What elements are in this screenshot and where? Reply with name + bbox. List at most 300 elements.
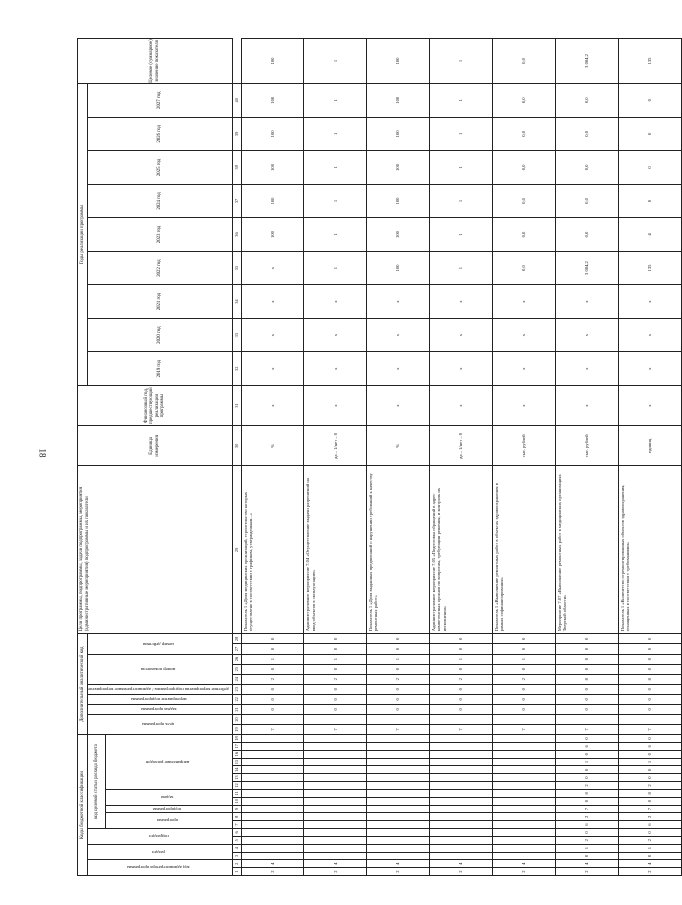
- code-cell: [241, 789, 304, 797]
- year-value-cell: 0: [618, 184, 681, 218]
- header-year-2021: 2021 год: [88, 285, 233, 319]
- header-razdel: раздел: [152, 849, 165, 855]
- code-cell: [304, 789, 367, 797]
- year-value-cell: 0,0: [492, 83, 555, 117]
- code-cell: 0: [241, 704, 304, 714]
- header-years-group: Годы реализации программы: [78, 83, 88, 385]
- code-cell: 6: [555, 821, 618, 829]
- header-year-2019: 2019 год: [88, 352, 233, 386]
- year-value-cell: 100: [367, 83, 430, 117]
- column-number: 10: [232, 797, 241, 805]
- code-cell: 1: [555, 844, 618, 852]
- code-cell: [430, 836, 493, 844]
- code-cell: [241, 821, 304, 829]
- header-task: задача: [161, 794, 174, 800]
- year-value-cell: х: [304, 318, 367, 352]
- year-value-cell: 1: [430, 218, 493, 252]
- table-body: [241, 39, 681, 876]
- column-number-row: [232, 39, 241, 876]
- column-number: 33: [232, 318, 241, 352]
- description-cell: Показатель 1 «Доля выданных предписаний о нарушении требований к качеству ремонтных работ»: [367, 466, 430, 634]
- code-cell: 4: [304, 860, 367, 868]
- description-cell: Показатель 1 «Количество отремонтированных объектов здравоохранения, оснащенных в соответствии с требованиями»: [618, 466, 681, 634]
- page-number: 18: [37, 448, 48, 458]
- code-cell: [304, 836, 367, 844]
- code-cell: 2: [618, 868, 681, 876]
- column-number: 29: [232, 466, 241, 634]
- code-cell: 2: [367, 868, 430, 876]
- code-cell: [430, 758, 493, 766]
- code-cell: 0: [555, 750, 618, 758]
- code-cell: [367, 844, 430, 852]
- column-number: 23: [232, 684, 241, 694]
- code-cell: [304, 813, 367, 821]
- code-cell: 7: [241, 724, 304, 734]
- code-cell: 8: [555, 789, 618, 797]
- code-cell: 0: [430, 684, 493, 694]
- code-cell: [241, 805, 304, 813]
- code-cell: [367, 782, 430, 790]
- code-cell: 0: [367, 634, 430, 644]
- code-cell: 0: [618, 766, 681, 774]
- code-cell: 0: [555, 644, 618, 654]
- column-number: 26: [232, 654, 241, 664]
- code-cell: 2: [555, 868, 618, 876]
- fin-year-cell: х: [304, 385, 367, 425]
- header-subprogram: подпрограмма: [153, 806, 182, 812]
- column-number: 5: [232, 836, 241, 844]
- code-cell: 0: [241, 684, 304, 694]
- year-value-cell: 1: [304, 184, 367, 218]
- header-podrazdel: подраздел: [148, 834, 169, 839]
- column-number: 8: [232, 813, 241, 821]
- code-cell: 2: [555, 813, 618, 821]
- code-cell: [304, 750, 367, 758]
- column-number: 38: [232, 151, 241, 185]
- description-cell: Административное мероприятие 7.04 «Осуществление выдачи разрешений на ввод объектов в эксплуатацию»: [304, 466, 367, 634]
- code-cell: [367, 852, 430, 860]
- column-number: 32: [232, 352, 241, 386]
- column-number: 19: [232, 724, 241, 734]
- code-cell: [304, 735, 367, 743]
- column-number: 13: [232, 774, 241, 782]
- table-row: [241, 39, 304, 876]
- code-cell: 1: [618, 758, 681, 766]
- code-cell: [430, 742, 493, 750]
- column-number: 28: [232, 634, 241, 644]
- header-year-2022: 2022 год: [88, 251, 233, 285]
- code-cell: 0: [367, 644, 430, 654]
- code-cell: 2: [430, 674, 493, 684]
- rotated-page: [77, 38, 652, 876]
- code-cell: [618, 714, 681, 724]
- code-cell: [241, 813, 304, 821]
- fin-year-cell: х: [430, 385, 493, 425]
- code-cell: 0: [555, 684, 618, 694]
- year-value-cell: х: [492, 352, 555, 386]
- code-cell: 0: [555, 852, 618, 860]
- year-value-cell: 0,0: [555, 218, 618, 252]
- year-value-cell: х: [555, 285, 618, 319]
- header-meropriyatie: мероприятие подпрограммы: [130, 696, 187, 702]
- code-cell: [367, 742, 430, 750]
- year-value-cell: х: [492, 285, 555, 319]
- year-value-cell: х: [430, 285, 493, 319]
- code-cell: 0: [618, 664, 681, 674]
- code-cell: 4: [241, 860, 304, 868]
- code-cell: 0: [430, 694, 493, 704]
- code-cell: 0: [555, 654, 618, 664]
- unit-cell: единиц: [618, 426, 681, 466]
- column-number: 7: [232, 821, 241, 829]
- code-cell: [241, 774, 304, 782]
- year-value-cell: 3 084,2: [555, 251, 618, 285]
- column-number: 27: [232, 644, 241, 654]
- code-cell: [241, 766, 304, 774]
- header-unit: Единица измерения: [78, 426, 233, 466]
- fin-year-cell: х: [492, 385, 555, 425]
- column-number: 12: [232, 782, 241, 790]
- year-value-cell: 100: [241, 218, 304, 252]
- code-cell: [430, 852, 493, 860]
- code-cell: [492, 766, 555, 774]
- unit-cell: тыс. рублей: [492, 426, 555, 466]
- code-cell: [492, 750, 555, 758]
- code-cell: 4: [618, 860, 681, 868]
- year-value-cell: х: [618, 352, 681, 386]
- code-cell: 4: [430, 860, 493, 868]
- code-cell: 0: [618, 654, 681, 664]
- code-cell: [241, 714, 304, 724]
- code-cell: 0: [618, 694, 681, 704]
- year-value-cell: 100: [241, 184, 304, 218]
- code-cell: [241, 852, 304, 860]
- code-cell: 0: [430, 634, 493, 644]
- code-cell: 0: [492, 694, 555, 704]
- code-cell: 0: [241, 634, 304, 644]
- code-cell: 8: [618, 674, 681, 684]
- code-cell: 2: [555, 836, 618, 844]
- code-cell: [430, 813, 493, 821]
- table-row: [555, 39, 618, 876]
- code-cell: 0: [304, 664, 367, 674]
- code-cell: 0: [492, 634, 555, 644]
- code-cell: [430, 714, 493, 724]
- code-cell: [492, 797, 555, 805]
- year-value-cell: 0: [618, 117, 681, 151]
- column-number: 20: [232, 714, 241, 724]
- code-cell: 1: [304, 654, 367, 664]
- code-cell: 4: [555, 860, 618, 868]
- year-value-cell: 0,0: [492, 151, 555, 185]
- column-number: 37: [232, 184, 241, 218]
- code-cell: [304, 805, 367, 813]
- code-cell: [367, 750, 430, 758]
- column-number: 39: [232, 117, 241, 151]
- year-value-cell: 100: [367, 184, 430, 218]
- code-cell: [492, 735, 555, 743]
- code-cell: [241, 797, 304, 805]
- year-value-cell: 0,0: [555, 151, 618, 185]
- code-cell: 0: [618, 704, 681, 714]
- code-cell: [492, 789, 555, 797]
- code-cell: [430, 844, 493, 852]
- code-cell: 0: [555, 694, 618, 704]
- column-number: 34: [232, 285, 241, 319]
- code-cell: 2: [618, 813, 681, 821]
- year-value-cell: 0,0: [492, 117, 555, 151]
- code-cell: [430, 789, 493, 797]
- code-cell: [241, 758, 304, 766]
- year-value-cell: 1: [430, 83, 493, 117]
- year-value-cell: х: [555, 318, 618, 352]
- header-nomer-deystviya: номер действия: [143, 641, 174, 647]
- target-value-cell: 100: [367, 39, 430, 84]
- unit-cell: да – 1/нет – 0: [430, 426, 493, 466]
- column-number: 14: [232, 766, 241, 774]
- description-cell: Показатель 1 «Доля медицинских организаций, строительство которых осуществлено в соответствии с графиком, утвержденным...»: [241, 466, 304, 634]
- year-value-cell: х: [618, 318, 681, 352]
- code-cell: 0: [241, 694, 304, 704]
- year-value-cell: х: [555, 352, 618, 386]
- code-cell: [367, 789, 430, 797]
- year-value-cell: 1: [430, 184, 493, 218]
- year-value-cell: х: [618, 285, 681, 319]
- year-value-cell: 100: [367, 117, 430, 151]
- code-cell: 1: [241, 654, 304, 664]
- year-value-cell: 100: [241, 151, 304, 185]
- header-fin-year: Финансовый год, предшествующий реализации программы: [78, 385, 233, 425]
- code-cell: [367, 805, 430, 813]
- code-cell: 1: [555, 758, 618, 766]
- year-value-cell: 0,0: [555, 83, 618, 117]
- code-cell: [367, 813, 430, 821]
- column-number: 18: [232, 735, 241, 743]
- year-value-cell: 4: [618, 218, 681, 252]
- code-cell: [304, 714, 367, 724]
- code-cell: [430, 821, 493, 829]
- code-cell: 7: [492, 724, 555, 734]
- year-value-cell: х: [241, 352, 304, 386]
- column-number: 16: [232, 750, 241, 758]
- header-cel-programmy: цель программы: [142, 722, 175, 728]
- code-cell: 0: [618, 735, 681, 743]
- year-value-cell: х: [304, 285, 367, 319]
- header-deystvie: действие мероприятия подпрограммы / административное мероприятие: [88, 686, 229, 692]
- year-value-cell: х: [241, 285, 304, 319]
- code-cell: 0: [367, 664, 430, 674]
- year-value-cell: 0,0: [492, 184, 555, 218]
- code-cell: 0: [555, 774, 618, 782]
- code-cell: 0: [555, 704, 618, 714]
- column-number: 24: [232, 674, 241, 684]
- column-number: 6: [232, 829, 241, 837]
- code-cell: [367, 829, 430, 837]
- code-cell: 2: [367, 674, 430, 684]
- code-cell: [304, 852, 367, 860]
- column-number: 40: [232, 83, 241, 117]
- year-value-cell: 100: [367, 151, 430, 185]
- code-cell: [430, 782, 493, 790]
- description-cell: Показатель 1 «Выполнение ремонтных работ в объектах здравоохранения в рамках софинансирования»: [492, 466, 555, 634]
- code-cell: 7: [555, 805, 618, 813]
- code-cell: [241, 844, 304, 852]
- code-cell: [430, 766, 493, 774]
- code-cell: 0: [618, 684, 681, 694]
- code-cell: [492, 852, 555, 860]
- column-number: 30: [232, 426, 241, 466]
- header-description: Цели программы, подпрограммы, задачи подпрограммы, мероприятия (административные мероприятия) подпрограммы и их показатели: [78, 466, 233, 634]
- column-number: 4: [232, 844, 241, 852]
- year-value-cell: 0,0: [492, 251, 555, 285]
- code-cell: 0: [492, 704, 555, 714]
- code-cell: [367, 821, 430, 829]
- column-number: 25: [232, 664, 241, 674]
- unit-cell: тыс. рублей: [555, 426, 618, 466]
- code-cell: 0: [304, 644, 367, 654]
- code-cell: [492, 714, 555, 724]
- target-value-cell: 0,0: [492, 39, 555, 84]
- code-cell: [492, 829, 555, 837]
- code-cell: 4: [492, 860, 555, 868]
- column-number: 31: [232, 385, 241, 425]
- header-nomer-pokazatelya: номер показателя: [141, 666, 176, 672]
- year-value-cell: 1: [304, 117, 367, 151]
- code-cell: 1: [492, 654, 555, 664]
- code-cell: [430, 829, 493, 837]
- code-cell: 0: [618, 852, 681, 860]
- year-value-cell: х: [367, 285, 430, 319]
- column-number: 22: [232, 694, 241, 704]
- year-value-cell: х: [492, 318, 555, 352]
- code-cell: 0: [430, 644, 493, 654]
- header-year-2024: 2024 год: [88, 184, 233, 218]
- code-cell: [492, 836, 555, 844]
- code-cell: [304, 774, 367, 782]
- code-cell: 2: [492, 674, 555, 684]
- year-value-cell: х: [367, 352, 430, 386]
- code-cell: 2: [304, 868, 367, 876]
- header-program: программа: [156, 818, 179, 824]
- code-cell: 0: [241, 644, 304, 654]
- column-number: 15: [232, 758, 241, 766]
- code-cell: 0: [304, 704, 367, 714]
- code-cell: [304, 844, 367, 852]
- code-cell: [492, 821, 555, 829]
- table-row: [492, 39, 555, 876]
- code-cell: [430, 805, 493, 813]
- code-cell: 2: [304, 674, 367, 684]
- unit-cell: да – 1/нет – 0: [304, 426, 367, 466]
- code-cell: 0: [492, 684, 555, 694]
- header-year-2023: 2023 год: [88, 218, 233, 252]
- code-cell: 6: [555, 742, 618, 750]
- code-cell: [367, 774, 430, 782]
- code-cell: [304, 766, 367, 774]
- code-cell: [241, 782, 304, 790]
- header-zadacha-programmy: задача программы: [140, 707, 177, 713]
- code-cell: 4: [367, 860, 430, 868]
- code-cell: 0: [492, 664, 555, 674]
- code-cell: 7: [430, 724, 493, 734]
- code-cell: 2: [618, 782, 681, 790]
- code-cell: 0: [555, 766, 618, 774]
- year-value-cell: 0,0: [555, 184, 618, 218]
- year-value-cell: 1: [430, 117, 493, 151]
- code-cell: [430, 735, 493, 743]
- program-table: [77, 38, 682, 876]
- code-cell: 0: [555, 664, 618, 674]
- code-cell: [492, 742, 555, 750]
- code-cell: [304, 797, 367, 805]
- fin-year-cell: х: [555, 385, 618, 425]
- code-cell: 0: [430, 704, 493, 714]
- code-cell: 0: [304, 634, 367, 644]
- code-cell: 0: [241, 664, 304, 674]
- code-cell: 0: [618, 797, 681, 805]
- code-cell: [241, 735, 304, 743]
- code-cell: 0: [367, 694, 430, 704]
- table-row: [367, 39, 430, 876]
- code-cell: 0: [555, 829, 618, 837]
- code-cell: 8: [618, 789, 681, 797]
- column-number: 35: [232, 251, 241, 285]
- target-value-cell: 1: [430, 39, 493, 84]
- year-value-cell: 1: [430, 251, 493, 285]
- table-row: [304, 39, 367, 876]
- code-cell: 7: [618, 724, 681, 734]
- code-cell: 2: [241, 674, 304, 684]
- unit-cell: %: [367, 426, 430, 466]
- code-cell: 0: [304, 684, 367, 694]
- code-cell: [241, 836, 304, 844]
- code-cell: [492, 774, 555, 782]
- code-cell: 0: [492, 644, 555, 654]
- year-value-cell: х: [304, 352, 367, 386]
- code-cell: 2: [241, 868, 304, 876]
- header-codes-group: Коды бюджетной классификации: [78, 735, 88, 876]
- code-cell: 2: [618, 836, 681, 844]
- year-value-cell: 1: [430, 151, 493, 185]
- description-cell: Административное мероприятие 7.05 «Подготовка обращений в адрес компетентных органов по вопросам, требующим решения, и контроль их исполнения»: [430, 466, 493, 634]
- code-cell: [304, 742, 367, 750]
- year-value-cell: 100: [367, 251, 430, 285]
- column-number: 21: [232, 704, 241, 714]
- code-cell: [241, 742, 304, 750]
- header-year-2025: 2025 год: [88, 151, 233, 185]
- code-cell: 0: [555, 797, 618, 805]
- code-cell: [555, 714, 618, 724]
- target-value-cell: 1: [304, 39, 367, 84]
- header-year-2020: 2020 год: [88, 318, 233, 352]
- code-cell: [492, 844, 555, 852]
- year-value-cell: 1: [304, 218, 367, 252]
- target-value-cell: 135: [618, 39, 681, 84]
- code-cell: 6: [618, 742, 681, 750]
- year-value-cell: 100: [241, 83, 304, 117]
- code-cell: [367, 766, 430, 774]
- code-cell: [367, 758, 430, 766]
- column-number: 11: [232, 789, 241, 797]
- column-number: 1: [232, 868, 241, 876]
- header-target: Целевое (суммарное) значение показателя: [78, 39, 233, 84]
- year-value-cell: х: [430, 352, 493, 386]
- description-cell: Мероприятие 7.07 «Выполнение ремонтных работ в медицинских организациях Тверской области»: [555, 466, 618, 634]
- year-value-cell: 100: [241, 117, 304, 151]
- fin-year-cell: х: [241, 385, 304, 425]
- code-cell: 1: [618, 844, 681, 852]
- header-year-2027: 2027 год: [88, 83, 233, 117]
